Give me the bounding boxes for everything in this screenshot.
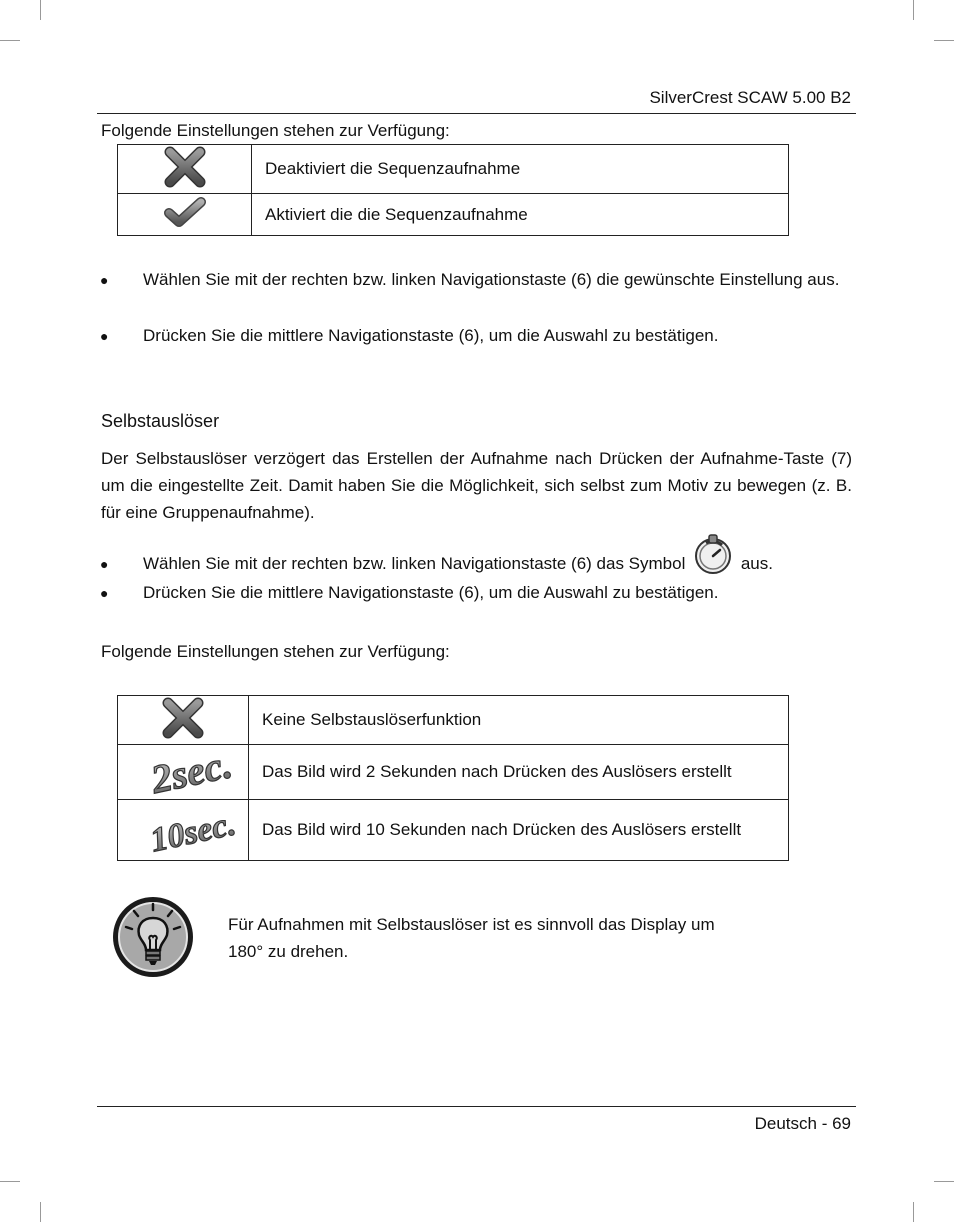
tip-line: Für Aufnahmen mit Selbstauslöser ist es sinnvoll das Display um — [228, 915, 715, 934]
cross-icon — [164, 148, 206, 186]
header-title: SilverCrest SCAW 5.00 B2 — [649, 88, 851, 107]
bullet-text — [143, 550, 773, 577]
bullet-icon: ● — [100, 272, 109, 288]
bullet-icon: ● — [100, 585, 109, 601]
tip-line: 180° zu drehen. — [228, 942, 349, 961]
tip-text — [228, 911, 715, 965]
crop-mark — [934, 1181, 954, 1182]
option-label: Das Bild wird 10 Sekunden nach Drücken des Auslösers erstellt — [249, 800, 789, 861]
bullet-icon: ● — [100, 556, 109, 572]
settings-intro: Folgende Einstellungen stehen zur Verfügung: — [101, 642, 450, 661]
crop-mark — [0, 1181, 20, 1182]
option-label: Das Bild wird 2 Sekunden nach Drücken des Auslösers erstellt — [249, 745, 789, 800]
10sec-icon — [147, 803, 239, 859]
table-row — [118, 145, 789, 194]
settings-intro: Folgende Einstellungen stehen zur Verfügung: — [101, 121, 450, 140]
section-heading: Selbstauslöser — [101, 411, 220, 431]
cross-icon — [162, 699, 204, 737]
table-row — [118, 194, 789, 236]
header-rule — [97, 113, 856, 114]
bullet-text-end: aus. — [740, 554, 773, 573]
crop-mark — [934, 40, 954, 41]
bullet-text: Drücken Sie die mittlere Navigationstaste (6), um die Auswahl zu bestätigen. — [143, 326, 719, 345]
crop-mark — [0, 40, 20, 41]
option-label: Aktiviert die die Sequenzaufnahme — [252, 194, 789, 236]
bullet-text: Wählen Sie mit der rechten bzw. linken Navigationstaste (6) die gewünschte Einstellung aus. — [143, 270, 840, 289]
bullet-icon: ● — [100, 328, 109, 344]
self-timer-icon — [692, 533, 734, 575]
lightbulb-icon — [110, 894, 196, 980]
crop-mark — [40, 1202, 41, 1222]
check-icon — [164, 196, 206, 228]
table-row — [118, 800, 789, 861]
page-number: Deutsch - 69 — [754, 1114, 851, 1133]
10sec-label: 10sec. — [147, 804, 239, 859]
crop-mark — [913, 1202, 914, 1222]
table-row — [118, 745, 789, 800]
2sec-icon — [147, 740, 236, 802]
sequence-options-table — [117, 144, 789, 236]
self-timer-options-table — [117, 695, 789, 861]
option-label: Keine Selbstauslöserfunktion — [249, 696, 789, 745]
table-row — [118, 696, 789, 745]
paragraph: Der Selbstauslöser verzögert das Erstellen der Aufnahme nach Drücken der Aufnahme-Taste (7) um die eingestellte Zeit. Damit haben Sie die Möglichkeit, sich selbst zum Motiv zu bewegen (z. B. für eine Gruppenaufnahme). — [101, 449, 852, 522]
footer-rule — [97, 1106, 856, 1107]
crop-mark — [913, 0, 914, 20]
2sec-label: 2sec. — [147, 740, 236, 802]
option-label: Deaktiviert die Sequenzaufnahme — [252, 145, 789, 194]
bullet-text: Drücken Sie die mittlere Navigationstaste (6), um die Auswahl zu bestätigen. — [143, 583, 719, 602]
crop-mark — [40, 0, 41, 20]
bullet-text-start: Wählen Sie mit der rechten bzw. linken Navigationstaste (6) das Symbol — [143, 554, 686, 573]
